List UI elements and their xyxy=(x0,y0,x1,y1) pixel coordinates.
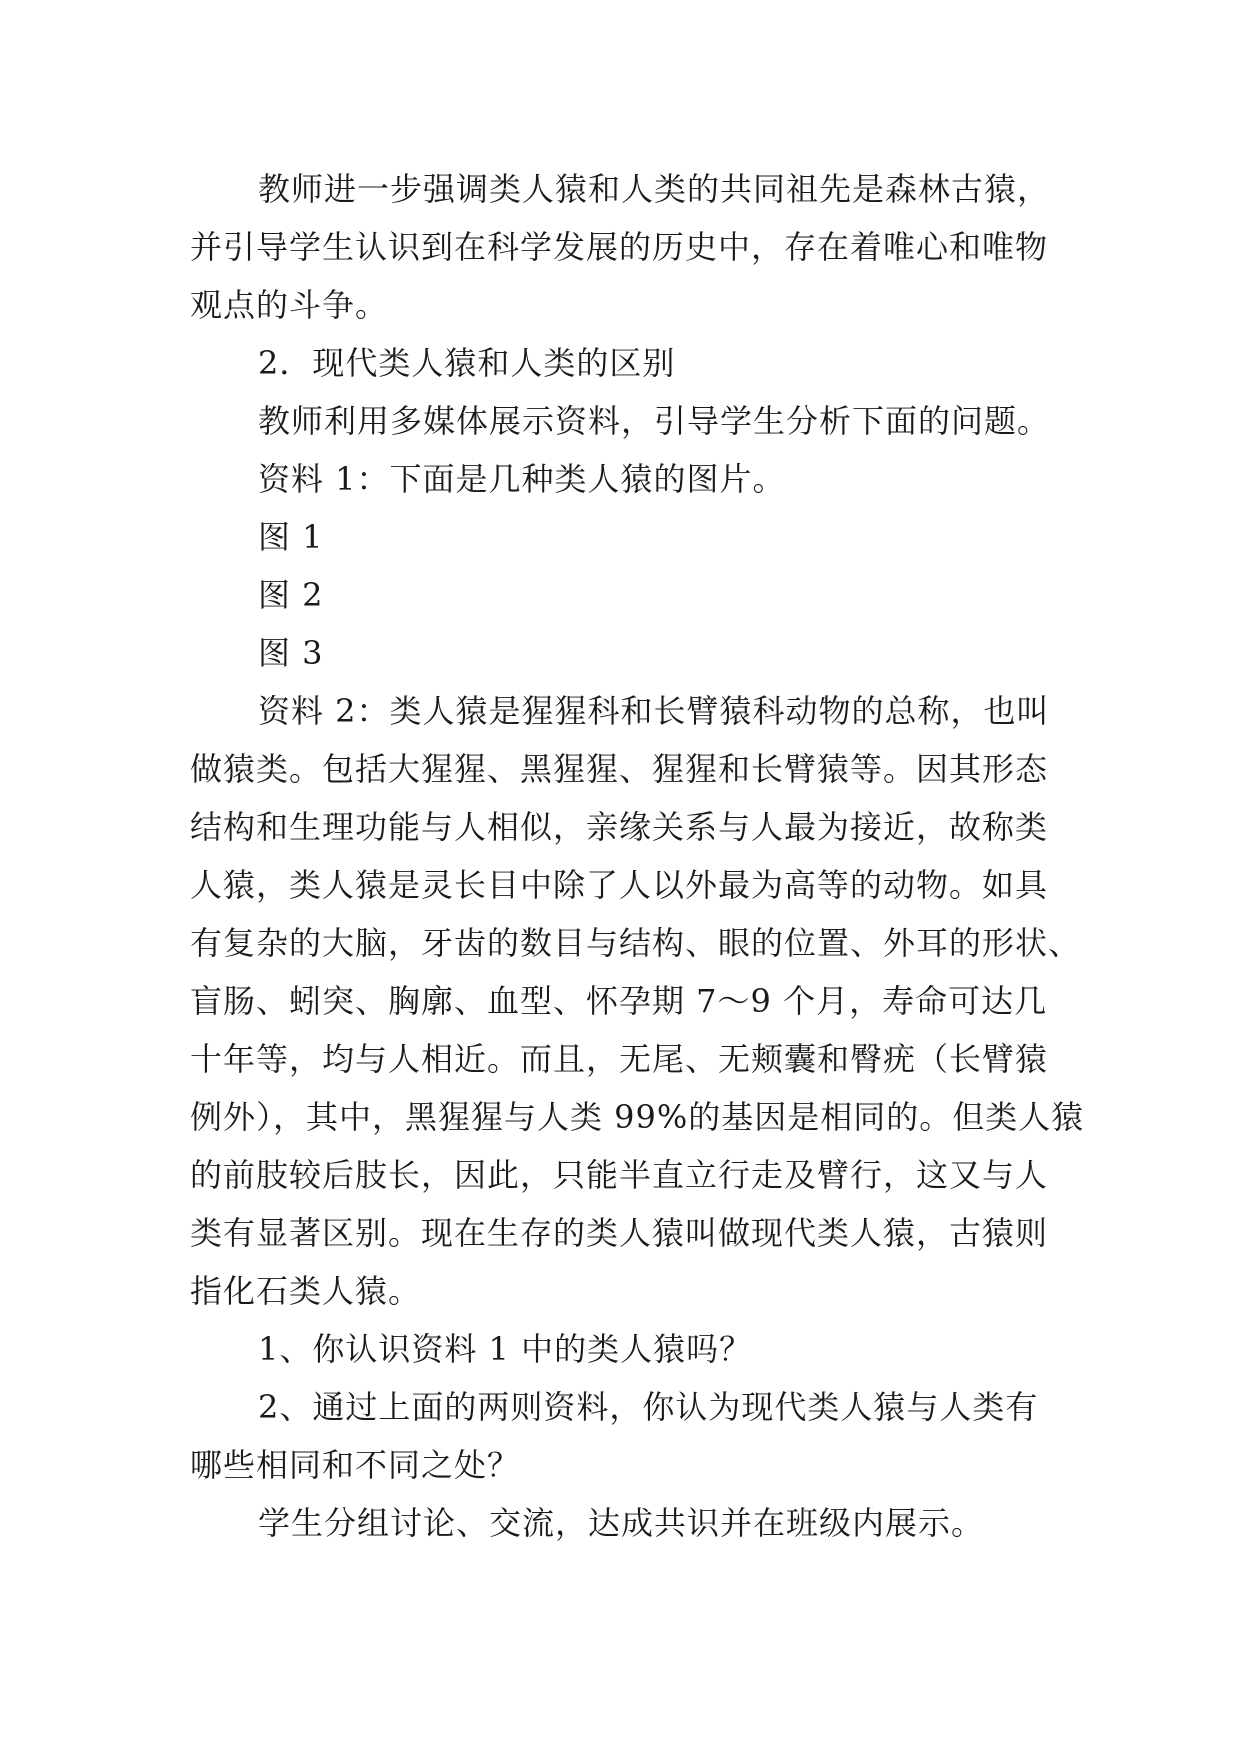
text-line: 盲肠、蚓突、胸廓、血型、怀孕期 7～9 个月，寿命可达几 xyxy=(190,982,1048,1020)
text-line: 资料 1：下面是几种类人猿的图片。 xyxy=(258,460,786,498)
text-line: 教师进一步强调类人猿和人类的共同祖先是森林古猿， xyxy=(258,170,1051,208)
text-line: 观点的斗争。 xyxy=(190,286,389,324)
figure-caption: 图 2 xyxy=(258,576,324,614)
question-line: 1、你认识资料 1 中的类人猿吗？ xyxy=(258,1330,753,1368)
figure-caption: 图 1 xyxy=(258,518,324,556)
text-line: 资料 2：类人猿是猩猩科和长臂猿科动物的总称，也叫 xyxy=(258,692,1050,730)
figure-caption: 图 3 xyxy=(258,634,324,672)
text-line: 做猿类。包括大猩猩、黑猩猩、猩猩和长臂猿等。因其形态 xyxy=(190,750,1049,788)
text-line: 的前肢较后肢长，因此，只能半直立行走及臂行，这又与人 xyxy=(190,1156,1049,1194)
question-line: 哪些相同和不同之处？ xyxy=(190,1446,521,1484)
question-line: 2、通过上面的两则资料，你认为现代类人猿与人类有 xyxy=(258,1388,1039,1426)
text-line: 结构和生理功能与人相似，亲缘关系与人最为接近，故称类 xyxy=(190,808,1049,846)
text-line: 十年等，均与人相近。而且，无尾、无颊囊和臀疣（长臂猿 xyxy=(190,1040,1049,1078)
text-line: 教师利用多媒体展示资料，引导学生分析下面的问题。 xyxy=(258,402,1051,440)
text-line: 并引导学生认识到在科学发展的历史中，存在着唯心和唯物 xyxy=(190,228,1049,266)
section-heading: 2．现代类人猿和人类的区别 xyxy=(258,344,676,382)
text-line: 指化石类人猿。 xyxy=(190,1272,422,1310)
text-line: 学生分组讨论、交流，达成共识并在班级内展示。 xyxy=(258,1504,985,1542)
text-line: 类有显著区别。现在生存的类人猿叫做现代类人猿，古猿则 xyxy=(190,1214,1049,1252)
text-line: 人猿，类人猿是灵长目中除了人以外最为高等的动物。如具 xyxy=(190,866,1049,904)
text-line: 有复杂的大脑，牙齿的数目与结构、眼的位置、外耳的形状、 xyxy=(190,924,1082,962)
text-line: 例外），其中，黑猩猩与人类 99%的基因是相同的。但类人猿 xyxy=(190,1098,1085,1136)
